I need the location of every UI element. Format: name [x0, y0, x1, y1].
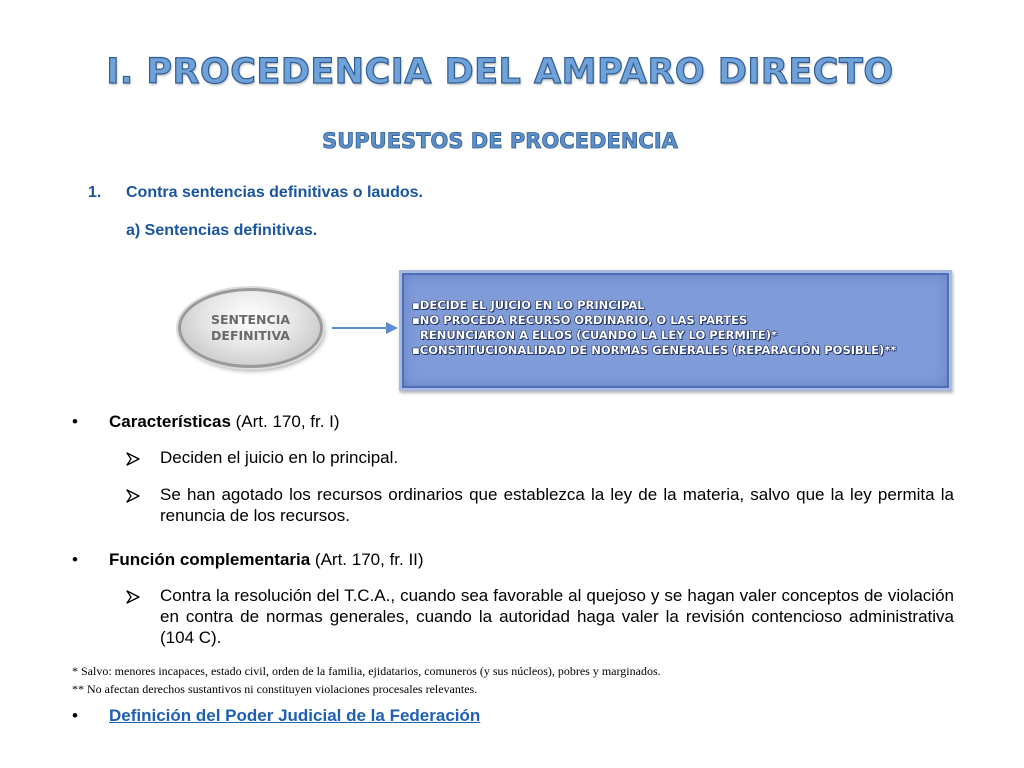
caracteristicas-ref: (Art. 170, fr. I) — [230, 412, 340, 431]
criteria-line: ▪NO PROCEDA RECURSO ORDINARIO, O LAS PARTES — [412, 313, 748, 327]
item-number: 1. — [88, 184, 102, 201]
chevron-right-icon — [122, 447, 160, 471]
list-item-text: Contra la resolución del T.C.A., cuando sea favorable al quejoso y se hagan valer conceptos de violación en contra de normas generales, cuando la autoridad haga valer la revisión contencioso administrativa (104 C). — [160, 586, 954, 647]
page-title: I. PROCEDENCIA DEL AMPARO DIRECTO — [106, 52, 894, 92]
funcion-section — [60, 549, 954, 648]
caracteristicas-section — [60, 411, 954, 526]
criteria-line: RENUNCIARON A ELLOS (CUANDO LA LEY LO PERMITE)* — [420, 328, 778, 342]
sub-item: a) Sentencias definitivas. — [126, 222, 318, 239]
list-item — [60, 484, 954, 526]
sentencia-oval — [178, 288, 323, 368]
list-item-text: Deciden el juicio en lo principal. — [160, 448, 399, 467]
poder-judicial-link[interactable]: Definición del Poder Judicial de la Federación — [109, 706, 481, 725]
criteria-line: ▪CONSTITUCIONALIDAD DE NORMAS GENERALES (REPARACIÓN POSIBLE)** — [412, 343, 897, 357]
bullet: • — [72, 550, 78, 569]
oval-line-1: SENTENCIA — [210, 312, 291, 327]
criteria-line: ▪DECIDE EL JUICIO EN LO PRINCIPAL — [412, 298, 645, 312]
numbered-item — [88, 184, 423, 202]
funcion-ref: (Art. 170, fr. II) — [310, 550, 424, 569]
list-item-text: Se han agotado los recursos ordinarios que establezca la ley de la materia, salvo que la ley permita la renuncia de los recursos. — [160, 485, 954, 525]
funcion-heading — [60, 549, 954, 570]
funcion-label: Función complementaria — [109, 550, 311, 569]
bullet: • — [72, 706, 78, 725]
bullet: • — [72, 412, 78, 431]
criteria-box — [399, 270, 952, 391]
oval-line-2: DEFINITIVA — [211, 328, 290, 343]
chevron-right-icon — [122, 585, 160, 648]
arrow-right-icon — [332, 318, 398, 338]
link-item — [60, 706, 480, 726]
chevron-right-icon — [122, 484, 160, 526]
oval-label — [201, 312, 301, 344]
item-text: Contra sentencias definitivas o laudos. — [126, 184, 423, 201]
list-item — [60, 585, 954, 648]
caracteristicas-heading — [60, 411, 954, 432]
list-item — [60, 447, 954, 471]
footnote: ** No afectan derechos sustantivos ni constituyen violaciones procesales relevantes. — [72, 682, 478, 696]
page-subtitle: SUPUESTOS DE PROCEDENCIA — [322, 129, 678, 153]
footnote: * Salvo: menores incapaces, estado civil, orden de la familia, ejidatarios, comuneros (y sus núcleos), pobres y marginados. — [72, 664, 661, 678]
caracteristicas-label: Características — [109, 412, 231, 431]
